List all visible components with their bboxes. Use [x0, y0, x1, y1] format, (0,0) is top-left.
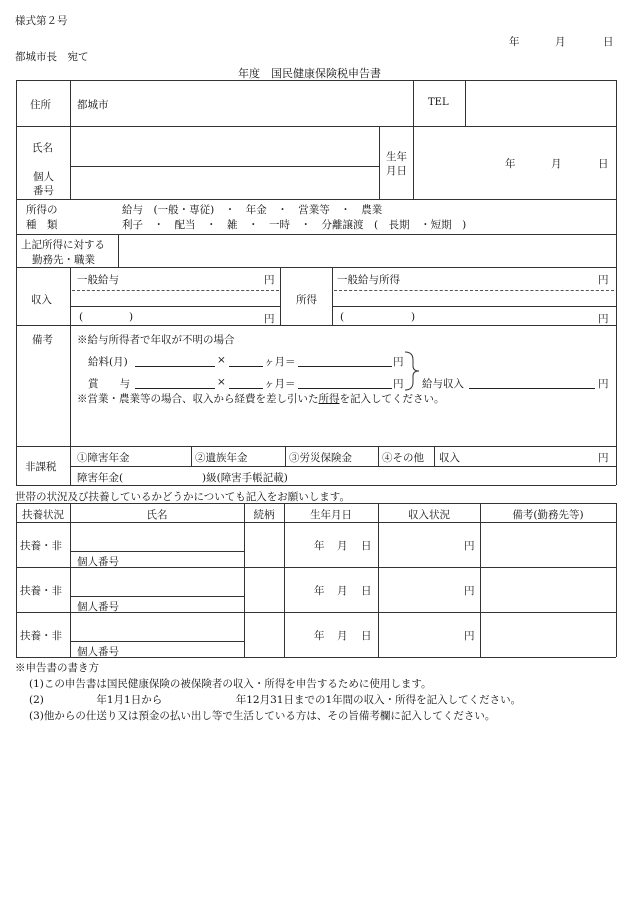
employer-label-line2: 勤務先・職業	[32, 254, 95, 266]
col-header-relation: 続柄	[253, 509, 275, 521]
months-equals: ヶ月＝	[264, 356, 296, 368]
income-types-line1[interactable]: 給与 (一般・専従) ・ 年金 ・ 営業等 ・ 農業	[122, 204, 383, 216]
birth-label-line1: 生年	[386, 151, 407, 163]
income-type-label-line2: 種 類	[26, 219, 58, 231]
business-note	[77, 391, 445, 406]
individual-number-field[interactable]	[71, 167, 378, 198]
business-note-post: を記入してください。	[339, 393, 445, 405]
individual-number-label: 個人番号	[77, 601, 119, 613]
yen-unit: 円	[598, 452, 609, 464]
shotoku-label: 所得	[296, 294, 317, 306]
address-label: 住所	[30, 99, 51, 111]
disability-grade-label: )級(障害手帳記載)	[202, 472, 288, 484]
individual-number-label: 個人番号	[77, 556, 119, 568]
paren-close: )	[129, 311, 134, 323]
birth-year-label: 年	[505, 158, 516, 170]
yen-unit: 円	[464, 630, 475, 642]
months-equals: ヶ月＝	[264, 378, 296, 390]
yen-unit: 円	[264, 313, 275, 325]
salary-income-label: 給与収入	[422, 378, 464, 390]
nontax-label: 非課税	[25, 461, 57, 473]
form-number: 様式第２号	[15, 15, 68, 27]
col-header-name: 氏名	[146, 509, 168, 521]
address-field[interactable]: 都城市	[77, 99, 109, 111]
income-types-line2[interactable]: 利子 ・ 配当 ・ 雑 ・ 一時 ・ 分離譲渡 ( 長期 ・短期 )	[122, 219, 467, 231]
nontax-option-1[interactable]: ①障害年金	[77, 452, 130, 464]
yen-unit: 円	[464, 585, 475, 597]
name-label: 氏名	[32, 142, 53, 154]
yen-unit: 円	[464, 540, 475, 552]
id-label-line2: 番号	[33, 185, 54, 197]
income-label: 収入	[31, 294, 52, 306]
dependent-status[interactable]: 扶養・非	[20, 630, 62, 642]
bonus-label: 賞 与	[88, 378, 130, 390]
id-label-line1: 個人	[33, 171, 54, 183]
nontax-option-2[interactable]: ②遺族年金	[195, 452, 248, 464]
business-note-underlined: 所得	[318, 393, 340, 405]
col-header-status: 扶養状況	[22, 509, 64, 521]
date-day-label: 日	[603, 36, 614, 48]
nontax-income-label: 収入	[439, 452, 460, 464]
birth-day-label: 日	[361, 540, 372, 552]
yen-unit: 円	[264, 274, 275, 286]
yen-unit: 円	[598, 313, 609, 325]
income-type-label-line1: 所得の	[26, 204, 58, 216]
birth-day-label: 日	[598, 158, 609, 170]
employer-label-line1: 上記所得に対する	[21, 239, 105, 251]
col-header-remarks: 備考(勤務先等)	[512, 509, 584, 521]
birth-year-label: 年	[314, 630, 325, 642]
addressee: 都城市長 宛て	[15, 51, 89, 63]
notes-heading: ※申告書の書き方	[15, 662, 99, 674]
birth-label-line2: 月日	[386, 165, 407, 177]
dependent-status[interactable]: 扶養・非	[20, 585, 62, 597]
general-salary-label: 一般給与	[77, 274, 119, 286]
birth-year-label: 年	[314, 585, 325, 597]
nontax-option-4[interactable]: ④その他	[382, 452, 424, 464]
note-item-3: (3)他からの仕送り又は預金の払い出し等で生活している方は、その旨備考欄に記入してください。	[29, 710, 496, 722]
col-header-birthdate: 生年月日	[310, 509, 352, 521]
birth-month-label: 月	[551, 158, 562, 170]
birth-year-label: 年	[314, 540, 325, 552]
times-sign: ×	[217, 376, 226, 388]
note-item-2: (2) 年1月1日から 年12月31日までの1年間の収入・所得を記入してください。	[29, 694, 522, 706]
col-header-income: 収入状況	[408, 509, 450, 521]
tel-field[interactable]	[466, 81, 615, 125]
name-field[interactable]	[71, 127, 378, 165]
individual-number-label: 個人番号	[77, 646, 119, 658]
yen-unit: 円	[598, 378, 609, 390]
date-month-label: 月	[555, 36, 566, 48]
birth-day-label: 日	[361, 630, 372, 642]
nontax-option-3[interactable]: ③労災保険金	[289, 452, 352, 464]
business-note-pre: ※営業・農業等の場合、収入から経費を差し引いた	[77, 393, 319, 405]
yen-unit: 円	[393, 378, 404, 390]
paren-open: (	[340, 311, 345, 323]
brace-icon	[403, 350, 423, 392]
general-salary-income-label: 一般給与所得	[337, 274, 400, 286]
household-intro: 世帯の状況及び扶養しているかどうかについても記入をお願いします。	[15, 491, 350, 503]
tel-label: TEL	[428, 97, 449, 108]
times-sign: ×	[217, 354, 226, 366]
page-title: 年度 国民健康保険税申告書	[238, 67, 381, 80]
paren-open: (	[79, 311, 84, 323]
birth-month-label: 月	[337, 630, 348, 642]
birth-month-label: 月	[337, 585, 348, 597]
birth-day-label: 日	[361, 585, 372, 597]
date-year-label: 年	[509, 36, 520, 48]
disability-pension-label: 障害年金(	[77, 472, 124, 484]
dependent-status[interactable]: 扶養・非	[20, 540, 62, 552]
salary-monthly-label: 給料(月)	[88, 356, 128, 368]
note-item-1: (1)この申告書は国民健康保険の被保険者の収入・所得を申告するために使用します。	[29, 678, 432, 690]
yen-unit: 円	[598, 274, 609, 286]
remarks-note: ※給与所得者で年収が不明の場合	[77, 334, 235, 346]
employer-field[interactable]	[119, 235, 615, 266]
yen-unit: 円	[393, 356, 404, 368]
paren-close: )	[411, 311, 416, 323]
birth-month-label: 月	[337, 540, 348, 552]
remarks-label: 備考	[32, 334, 53, 346]
